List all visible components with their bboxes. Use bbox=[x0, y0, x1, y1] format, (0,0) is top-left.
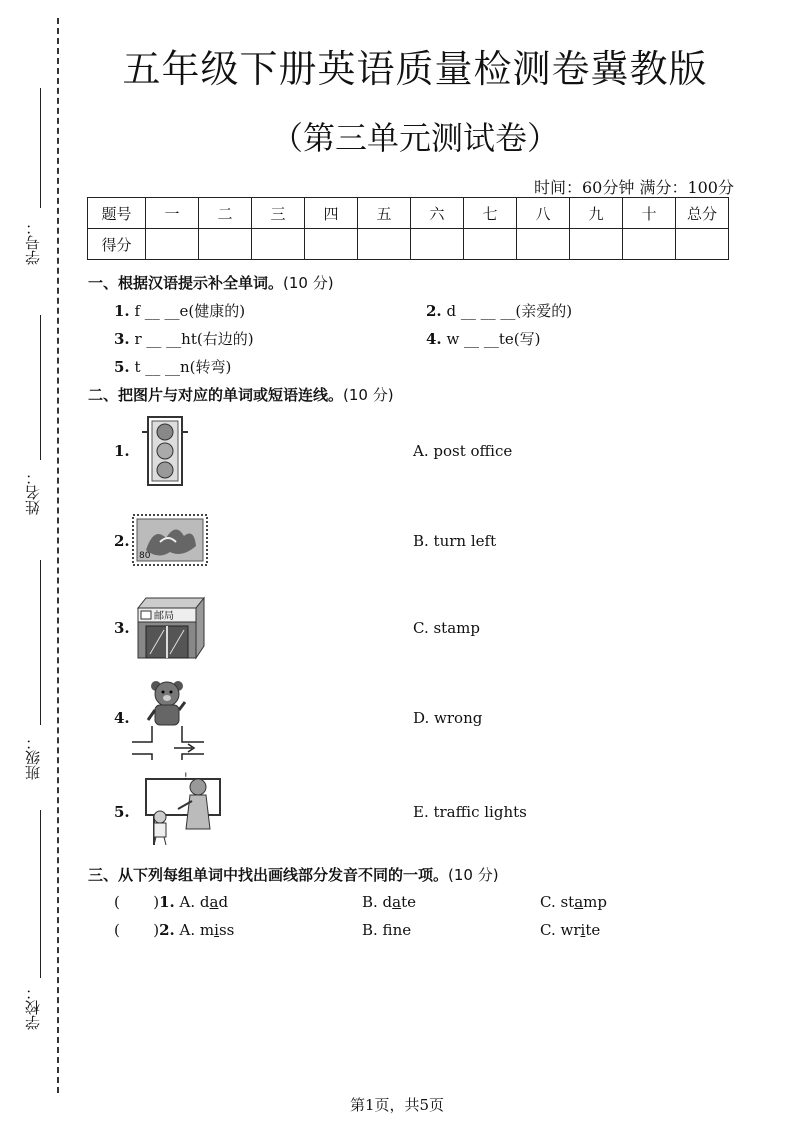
item-text: r __ __ht(右边的) bbox=[134, 330, 254, 348]
section2-points: (10 分) bbox=[343, 386, 394, 404]
name-line bbox=[40, 315, 41, 460]
option-a: A. miss bbox=[179, 921, 235, 939]
score-cell[interactable] bbox=[146, 229, 199, 260]
section2-title bbox=[88, 384, 394, 405]
school-label: 学校： bbox=[24, 985, 42, 1030]
section1-title bbox=[88, 272, 334, 293]
student-id-line bbox=[40, 88, 41, 208]
item-number: 5. bbox=[114, 358, 130, 376]
score-table-header-row bbox=[88, 198, 729, 229]
item-text: f __ __e(健康的) bbox=[134, 302, 246, 320]
score-header-cell: 二 bbox=[199, 198, 252, 229]
school-line bbox=[40, 810, 41, 978]
score-cell[interactable] bbox=[305, 229, 358, 260]
traffic-light-icon bbox=[140, 415, 190, 487]
s3-row-1-option-c: C. stamp bbox=[540, 893, 607, 911]
page-subtitle: （第三单元测试卷） bbox=[270, 119, 559, 157]
page-footer: 第1页，共5页 bbox=[349, 1096, 445, 1114]
item-text: d __ __ __(亲爱的) bbox=[446, 302, 573, 320]
post-office-icon bbox=[136, 596, 206, 660]
student-id-label: 学号： bbox=[24, 220, 42, 265]
s2-number-1: 1. bbox=[114, 442, 130, 460]
item-text: w __ __te(写) bbox=[446, 330, 541, 348]
s2-option-d: D. wrong bbox=[413, 709, 483, 727]
s1-item-5 bbox=[114, 356, 231, 377]
post-office-sign: 邮局 bbox=[154, 611, 174, 622]
score-header-cell: 五 bbox=[358, 198, 411, 229]
answer-paren[interactable]: ( ) bbox=[114, 921, 160, 939]
score-table bbox=[87, 197, 729, 260]
class-label: 班级： bbox=[24, 735, 42, 780]
s2-option-c: C. stamp bbox=[413, 619, 480, 637]
name-label: 姓名： bbox=[24, 470, 42, 515]
section2-title-text: 二、把图片与对应的单词或短语连线。 bbox=[88, 386, 344, 404]
stamp-icon bbox=[132, 514, 208, 566]
teacher-wrong-icon bbox=[140, 771, 222, 845]
score-cell[interactable] bbox=[623, 229, 676, 260]
s3-row-1 bbox=[114, 893, 228, 911]
score-header-cell: 一 bbox=[146, 198, 199, 229]
score-cell[interactable] bbox=[464, 229, 517, 260]
score-cell[interactable] bbox=[411, 229, 464, 260]
bear-turn-left-icon bbox=[130, 676, 208, 760]
s2-option-e: E. traffic lights bbox=[413, 803, 527, 821]
item-number: 1. bbox=[159, 893, 175, 911]
s1-item-1 bbox=[114, 300, 245, 321]
page-title: 五年级下册英语质量检测卷冀教版 bbox=[122, 47, 708, 91]
s3-row-2-option-b: B. fne bbox=[362, 921, 412, 939]
score-header-cell: 八 bbox=[517, 198, 570, 229]
item-number: 2. bbox=[426, 302, 442, 320]
s3-row-2 bbox=[114, 921, 234, 939]
time-info: 时间：60分钟 满分：100分 bbox=[534, 178, 734, 197]
score-cell[interactable] bbox=[570, 229, 623, 260]
score-header-cell: 七 bbox=[464, 198, 517, 229]
section1-points: (10 分) bbox=[283, 274, 334, 292]
s1-item-2 bbox=[426, 300, 572, 321]
section1-title-text: 一、根据汉语提示补全单词。 bbox=[88, 274, 284, 292]
score-header-cell: 题号 bbox=[88, 198, 146, 229]
score-row-label: 得分 bbox=[88, 229, 146, 260]
answer-paren[interactable]: ( ) bbox=[114, 893, 160, 911]
section3-points: (10 分) bbox=[448, 866, 499, 884]
item-number: 1. bbox=[114, 302, 130, 320]
score-cell[interactable] bbox=[517, 229, 570, 260]
item-number: 2. bbox=[159, 921, 175, 939]
score-header-cell: 三 bbox=[252, 198, 305, 229]
class-line bbox=[40, 560, 41, 725]
item-number: 3. bbox=[114, 330, 130, 348]
score-cell[interactable] bbox=[252, 229, 305, 260]
s2-number-2: 2. bbox=[114, 532, 130, 550]
score-header-cell: 总分 bbox=[676, 198, 729, 229]
option-a: A. dad bbox=[179, 893, 229, 911]
binding-dashed-line bbox=[57, 18, 59, 1093]
s2-number-5: 5. bbox=[114, 803, 130, 821]
s3-row-1-option-b: B. date bbox=[362, 893, 417, 911]
s2-option-b: B. turn left bbox=[413, 532, 497, 550]
item-number: 4. bbox=[426, 330, 442, 348]
score-header-cell: 六 bbox=[411, 198, 464, 229]
s3-row-2-option-c: C. write bbox=[540, 921, 601, 939]
s1-item-3 bbox=[114, 328, 254, 349]
item-text: t __ __n(转弯) bbox=[134, 358, 232, 376]
score-cell[interactable] bbox=[199, 229, 252, 260]
s1-item-4 bbox=[426, 328, 540, 349]
section3-title-text: 三、从下列每组单词中找出画线部分发音不同的一项。 bbox=[88, 866, 449, 884]
score-table-score-row bbox=[88, 229, 729, 260]
score-cell[interactable] bbox=[676, 229, 729, 260]
score-header-cell: 九 bbox=[570, 198, 623, 229]
stamp-value: 80 bbox=[139, 551, 151, 561]
s2-number-4: 4. bbox=[114, 709, 130, 727]
s2-number-3: 3. bbox=[114, 619, 130, 637]
s2-option-a: A. post office bbox=[413, 442, 513, 460]
score-cell[interactable] bbox=[358, 229, 411, 260]
svg-text:!: ! bbox=[184, 772, 188, 782]
score-header-cell: 四 bbox=[305, 198, 358, 229]
section3-title bbox=[88, 864, 499, 885]
score-header-cell: 十 bbox=[623, 198, 676, 229]
